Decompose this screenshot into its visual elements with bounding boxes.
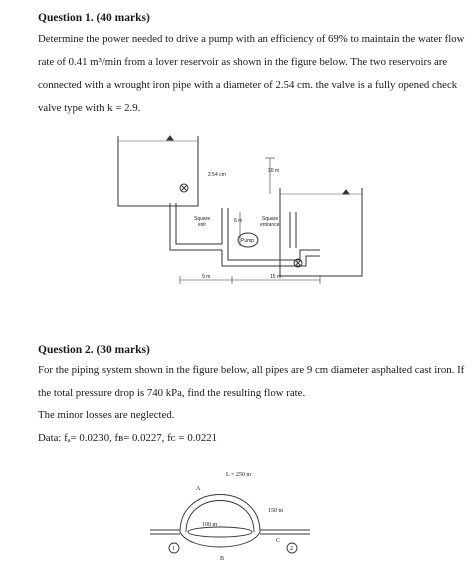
label-L250: L = 250 m [226, 472, 251, 478]
label-node-1: 1 [172, 546, 175, 552]
q2-line-4: Data: fₐ= 0.0230, fʙ= 0.0227, fᴄ = 0.0221 [38, 432, 218, 444]
label-150m: 150 m [268, 508, 284, 514]
label-pump: Pump [241, 238, 255, 244]
label-15m: 15 m [270, 274, 282, 280]
label-square-exit-1: Square [194, 216, 211, 222]
label-square-exit-2: exit [198, 222, 206, 228]
question-2-title: Question 2. (30 marks) [38, 344, 150, 356]
q1-line-1: Determine the power needed to drive a pump with an efficiency of 69% to maintain the water flow [38, 33, 465, 45]
label-diameter: 2.54 cm [208, 172, 226, 178]
piping-system-figure [140, 462, 320, 562]
label-20m: 20 m [268, 168, 280, 174]
q1-line-2 [38, 56, 447, 68]
label-node-2: 2 [290, 546, 293, 552]
label-square-entrance-2: entrance [260, 222, 280, 228]
label-100m: 100 m [202, 522, 218, 528]
label-square-entrance-1: Square [262, 216, 279, 222]
upper-reservoir [118, 136, 198, 206]
label-A: A [196, 486, 201, 492]
label-C: C [276, 538, 281, 544]
q2-line-1: For the piping system shown in the figure below, all pipes are 9 cm diameter asphalted cast iron. If [38, 364, 465, 376]
label-9m: 9 m [202, 274, 211, 280]
q1-line-2-text: rate of 0.41 m³/min from a lover reservoir as shown in the figure below. The two reservoirs are [38, 56, 448, 68]
question-1-title: Question 1. (40 marks) [38, 12, 150, 24]
q2-line-2: the total pressure drop is 740 kPa, find the resulting flow rate. [38, 387, 306, 399]
label-6m: 6 m [234, 218, 243, 224]
q2-line-3: The minor losses are neglected. [38, 409, 175, 421]
pump-system-figure [110, 128, 370, 288]
lower-reservoir [280, 188, 362, 276]
label-B: B [220, 556, 225, 562]
q1-line-3: connected with a wrought iron pipe with a diameter of 2.54 cm. the valve is a fully opened check [38, 79, 458, 91]
q1-line-4: valve type with k = 2.9. [38, 102, 141, 114]
